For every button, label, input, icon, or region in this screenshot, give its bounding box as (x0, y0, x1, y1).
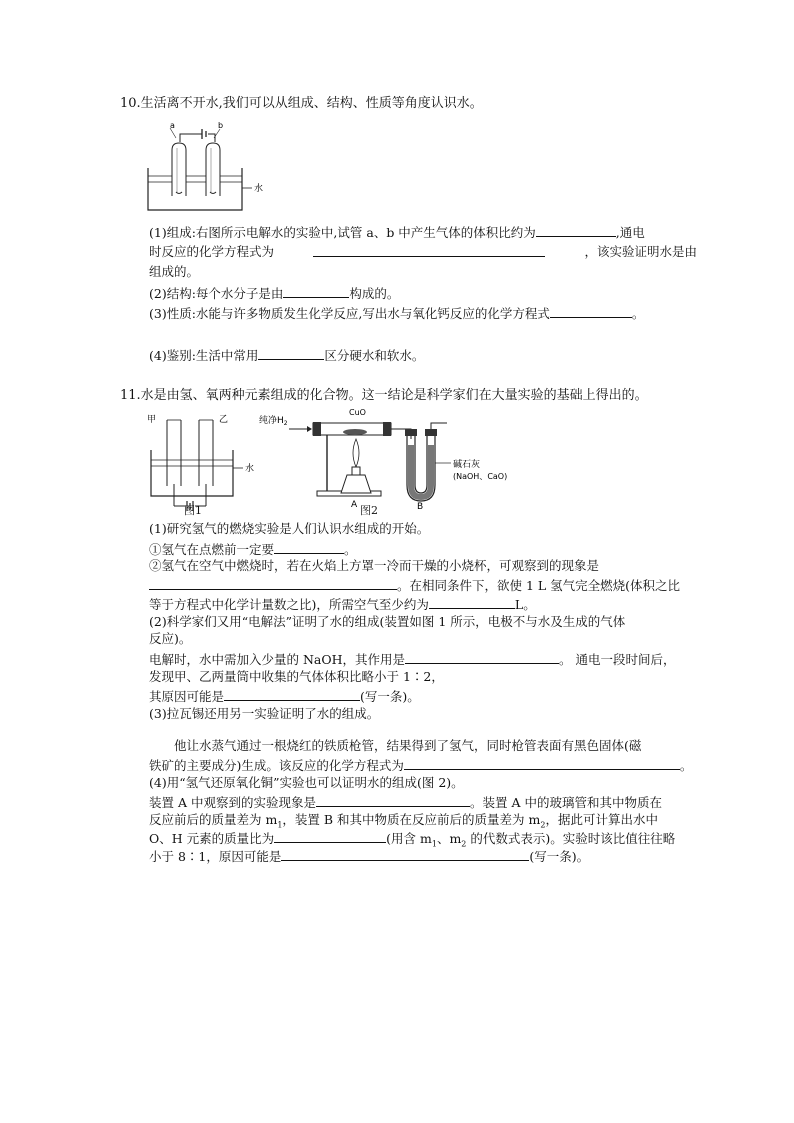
answer-blank-hard-water-test[interactable] (258, 347, 324, 360)
q11-title: 11.水是由氢、氧两种元素组成的化合物。这一结论是科学家们在大量实验的基础上得出的。 (120, 388, 648, 403)
figure-2-hydrogen-reduction (255, 405, 535, 510)
label-b: b (218, 121, 224, 130)
answer-blank-ratio-reason[interactable] (281, 848, 529, 861)
q11-l7: 反应)。 (149, 631, 192, 646)
label-soda-lime: 碱石灰 (453, 460, 481, 470)
label-jia: 甲 (147, 415, 157, 425)
q10-p3: (3)性质:水能与许多物质发生化学反应,写出水与氧化钙反应的化学方程式 。 (149, 306, 645, 321)
q11-l16: 反应前后的质量差为 $m_1$，装置 B 和其中物质在反应前后的质量差为 $m_2$，据此可计算出水中 (149, 812, 658, 830)
q11-l13: 铁矿的主要成分)生成。该反应的化学方程式为 。 (149, 758, 693, 773)
label-yi: 乙 (219, 415, 229, 425)
label-cuo: CuO (349, 408, 366, 417)
electrolysis-apparatus-figure (140, 116, 270, 216)
figure-2-caption: 图2 (360, 504, 378, 517)
label-water: 水 (254, 184, 264, 194)
answer-blank-electrolysis-equation[interactable] (313, 244, 545, 257)
answer-blank-mass-ratio[interactable] (274, 830, 386, 843)
q11-l14: (4)用“氢气还原氧化铜”实验也可以证明水的组成(图 2)。 (149, 775, 464, 790)
answer-blank-naoh-purpose[interactable] (405, 651, 559, 664)
answer-blank-cao-equation[interactable] (550, 305, 632, 318)
label-a-apparatus: A (351, 500, 358, 510)
q10-p1-line3: 组成的。 (149, 264, 200, 279)
q11-l17: O、H 元素的质量比为 (用含 $m_1$、$m_2$ 的代数式表示)。实验时该比值往往略 (149, 831, 676, 849)
label-pure-h2: 纯净$H_2$ (259, 416, 288, 427)
q10-p2: (2)结构:每个水分子是由 构成的。 (149, 286, 400, 301)
q11-l5: 等于方程式中化学计量数之比)，所需空气至少约为 L。 (149, 597, 536, 612)
q11-l8: 电解时，水中需加入少量的 NaOH，其作用是 。 通电一段时间后， (149, 652, 676, 667)
figure-1-electrolysis (145, 410, 260, 520)
label-water-fig1: 水 (245, 464, 255, 474)
label-soda-lime-composition: (NaOH、CaO) (453, 472, 508, 481)
q11-l15: 装置 A 中观察到的实验现象是 。装置 A 中的玻璃管和其中物质在 (149, 795, 662, 810)
q11-l10: 其原因可能是 (写一条)。 (149, 689, 420, 704)
answer-blank-molecule-structure[interactable] (283, 285, 349, 298)
q11-l1: (1)研究氢气的燃烧实验是人们认识水组成的开始。 (149, 521, 430, 536)
q11-l12: 他让水蒸气通过一根烧红的铁质枪管，结果得到了氢气，同时枪管表面有黑色固体(磁 (174, 738, 642, 753)
answer-blank-volume-ratio[interactable] (536, 224, 616, 237)
answer-blank-before-ignition[interactable] (274, 541, 344, 554)
q11-l6: (2)科学家们又用“电解法”证明了水的组成(装置如图 1 所示，电极不与水及生成的气体 (149, 614, 626, 629)
q10-p1-line2: 时反应的化学方程式为 ，该实验证明水是由 (149, 244, 697, 259)
answer-blank-iron-steam-equation[interactable] (404, 757, 680, 770)
q11-l3: ②氢气在空气中燃烧时，若在火焰上方罩一冷而干燥的小烧杯，可观察到的现象是 (149, 558, 600, 573)
q11-l9: 发现甲、乙两量筒中收集的气体体积比略小于 1∶2， (149, 669, 444, 684)
q10-title: 10.生活离不开水,我们可以从组成、结构、性质等角度认识水。 (120, 96, 483, 111)
answer-blank-volume-reason[interactable] (224, 688, 360, 701)
label-a: a (170, 121, 175, 130)
label-b-apparatus: B (417, 502, 424, 510)
answer-blank-air-volume[interactable] (429, 596, 515, 609)
answer-blank-phenomenon[interactable] (149, 577, 397, 590)
q10-p4: (4)鉴别:生活中常用 区分硬水和软水。 (149, 348, 425, 363)
figure-1-caption: 图1 (184, 504, 202, 517)
q10-p1-line1: (1)组成:右图所示电解水的实验中,试管 a、b 中产生气体的体积比约为 ,通电 (149, 225, 645, 240)
q11-l2: ①氢气在点燃前一定要 。 (149, 542, 357, 557)
answer-blank-apparatus-a-phenomenon[interactable] (316, 794, 470, 807)
q11-l18: 小于 8∶1，原因可能是 (写一条)。 (149, 849, 590, 864)
q11-l11: (3)拉瓦锡还用另一实验证明了水的组成。 (149, 706, 380, 721)
q11-l4: 。在相同条件下，欲使 1 L 氢气完全燃烧(体积之比 (149, 577, 680, 594)
